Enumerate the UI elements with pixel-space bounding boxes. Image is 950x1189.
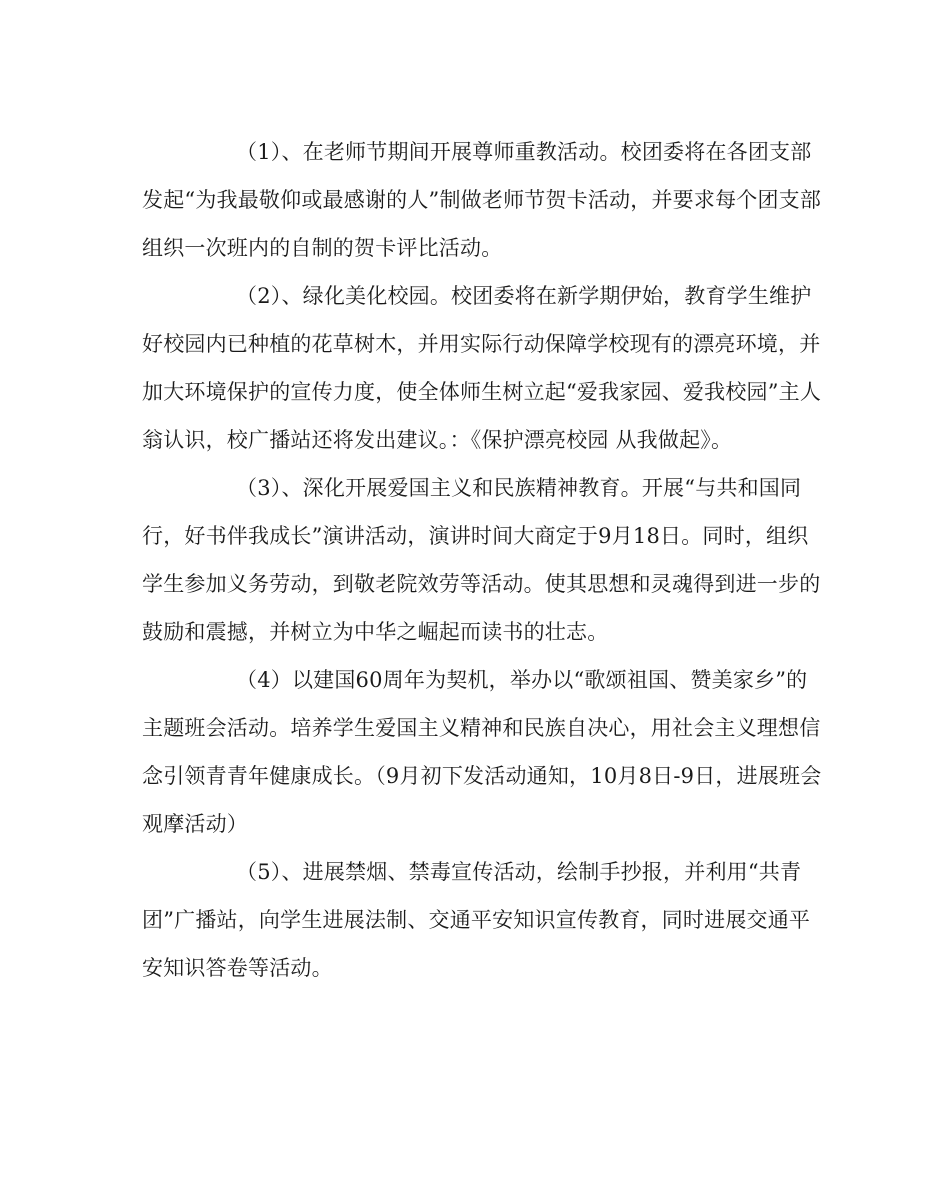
paragraph-5: （5）、进展禁烟、禁毒宣传活动，绘制手抄报，并利用“共青团”广播站，向学生进展法制、交通平安知识宣传教育，同时进展交通平安知识答卷等活动。 [142,860,811,980]
paragraph-2: （2）、绿化美化校园。校团委将在新学期伊始，教育学生维护好校园内已种植的花草树木，并用实际行动保障学校现有的漂亮环境，并加大环境保护的宣传力度，使全体师生树立起“爱我家园、爱我校园”主人翁认识，校广播站还将发出建议。：《保护漂亮校园 从我做起》。 [142,284,822,452]
document-body [142,128,822,992]
paragraph-4: （4）以建国60周年为契机，举办以“歌颂祖国、赞美家乡”的主题班会活动。培养学生爱国主义精神和民族自决心，用社会主义理想信念引领青青年健康成长。（9月初下发活动通知，10月8日-9日，进展班会观摩活动） [142,668,822,836]
paragraph-1: （1）、在老师节期间开展尊师重教活动。校团委将在各团支部发起“为我最敬仰或最感谢的人”制做老师节贺卡活动，并要求每个团支部组织一次班内的自制的贺卡评比活动。 [142,140,822,260]
paragraph-3: （3）、深化开展爱国主义和民族精神教育。开展“与共和国同行，好书伴我成长”演讲活动，演讲时间大商定于9月18日。同时，组织学生参加义务劳动，到敬老院效劳等活动。使其思想和灵魂得到进一步的鼓励和震撼，并树立为中华之崛起而读书的壮志。 [142,476,821,644]
